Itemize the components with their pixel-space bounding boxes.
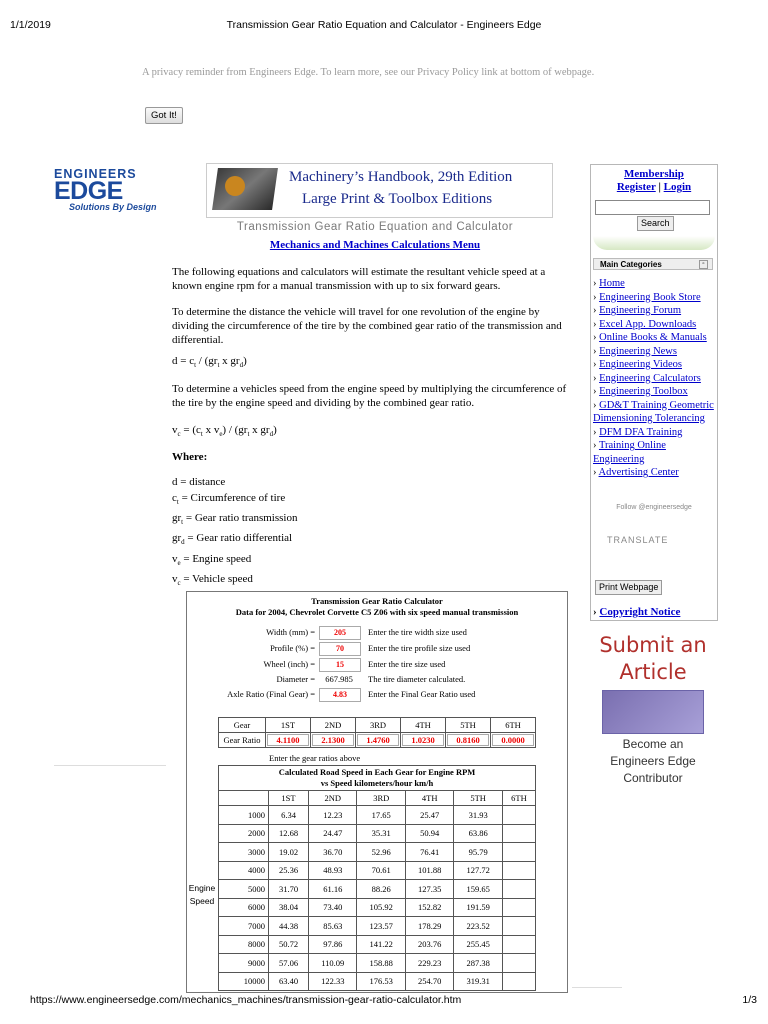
table-row [219,880,536,899]
gear-ratio-table [218,717,536,748]
table-row [219,766,536,791]
speed-table [218,765,536,991]
ad-line2: Article [619,660,687,684]
speed-cell: 127.72 [454,861,502,880]
list-item: › DFM DFA Training [593,426,683,438]
table-row [219,843,536,862]
profile-input[interactable]: 70 [319,642,361,656]
search-button[interactable]: Search [637,216,674,231]
list-item: › Engineering Videos [593,359,682,370]
diameter-label: Diameter = [276,674,315,684]
speed-cell: 88.26 [357,880,405,899]
wheel-input[interactable]: 15 [319,658,361,672]
gear-ratio-input-4th[interactable]: 1.0230 [402,734,444,746]
speed-cell: 6.34 [269,806,309,825]
definition-d: d = distance [172,476,226,488]
gear-ratio-calculator [186,591,568,993]
rpm-cell: 2000 [219,824,269,843]
speed-cell: 36.70 [309,843,357,862]
intro-paragraph: The following equations and calculators will estimate the resultant vehicle speed at a known engine rpm for a manual transmission with up to six forward gears. [172,266,546,292]
axle-ratio-input[interactable]: 4.83 [319,688,361,702]
list-item: › Engineering News [593,345,677,357]
diameter-hint: The tire diameter calculated. [368,674,466,684]
calculator-title: Transmission Gear Ratio Calculator Data for 2004, Chevrolet Corvette C5 Z06 with six speed manual transmission [235,596,519,617]
definition-grd: $gr_d$ = Gear ratio differential [172,532,293,547]
width-label: Width (mm) = [266,627,315,637]
rpm-cell: 8000 [219,935,269,954]
table-row [219,824,536,843]
print-url: https://www.engineersedge.com/mechanics_machines/transmission-gear-ratio-calculator.htm [30,994,462,1006]
rpm-cell: 1000 [219,806,269,825]
speed-cell: 319.31 [454,972,502,991]
list-item: › Excel App. Downloads [593,318,697,330]
gear-ratio-input-6th[interactable]: 0.0000 [492,734,534,746]
gear-ratio-input-2nd[interactable]: 2.1300 [312,734,354,746]
speed-cell: 44.38 [269,917,309,936]
ad-line4: Engineers Edge [610,754,696,768]
speed-cell: 12.23 [309,806,357,825]
copyright-notice: › Copyright Notice [593,606,681,618]
definition-grt: $gr_t$ = Gear ratio transmission [172,512,298,527]
speed-cell: 73.40 [309,898,357,917]
rpm-cell: 7000 [219,917,269,936]
list-item: › Engineering Forum [593,305,682,316]
speed-cell: 57.06 [269,954,309,973]
logo-tagline: Solutions By Design [69,202,157,212]
logo-line1: ENGINEERS [54,167,137,181]
speed-cell: 50.72 [269,935,309,954]
logo-line2: EDGE [54,177,123,205]
category-list [593,277,717,480]
speed-cell: 255.45 [454,935,502,954]
speed-cell: 254.70 [405,972,453,991]
speed-cell: 123.57 [357,917,405,936]
speed-cell: 52.96 [357,843,405,862]
axle-ratio-hint: Enter the Final Gear Ratio used [368,689,476,699]
table-row: Gear 1ST 2ND 3RD 4TH 5TH 6TH [219,718,536,733]
table-row: 1ST 2ND 3RD 4TH 5TH 6TH [219,791,536,806]
distance-equation: $d = c_t / (gr_t$ x $gr_d$) [172,355,247,370]
table-row [219,861,536,880]
print-page-number: 1/3 [742,994,757,1006]
list-item: › GD&T Training Geometric Dimensioning Tolerancing [593,399,714,424]
profile-hint: Enter the tire profile size used [368,643,471,653]
speed-table-body [219,806,536,991]
ad-line3: Become an [622,737,684,751]
follow-twitter[interactable]: Follow @engineersedge [616,504,692,511]
list-item: › Engineering Book Store [593,291,701,303]
list-item: › Online Books & Manuals [593,332,707,343]
speed-cell [502,843,535,862]
speed-cell: 31.70 [269,880,309,899]
table-row [219,954,536,973]
definition-ve: $v_e$ = Engine speed [172,552,252,567]
print-header [0,0,768,30]
gear-ratio-input-5th[interactable]: 0.8160 [447,734,489,746]
axle-ratio-label: Axle Ratio (Final Gear) = [227,689,315,699]
profile-label: Profile (%) = [270,643,315,653]
sidebar [590,164,718,621]
distance-paragraph: To determine the distance the vehicle will travel for one revolution of the engine by dividing the circumference of the tire by the combined gear ratio of the transmission and differential. [172,306,562,346]
gear-ratio-input-1st[interactable]: 4.1100 [267,734,309,746]
page-title: Transmission Gear Ratio Equation and Calculator [236,221,514,233]
book-icon [212,168,278,210]
speed-cell: 203.76 [405,935,453,954]
divider [54,765,166,766]
speed-cell: 25.47 [405,806,453,825]
speed-cell [502,972,535,991]
collapse-icon[interactable]: ▫ [699,260,708,269]
speed-cell: 12.68 [269,824,309,843]
rpm-cell: 10000 [219,972,269,991]
rpm-cell: 4000 [219,861,269,880]
width-input[interactable]: 205 [319,626,361,640]
speed-cell: 152.82 [405,898,453,917]
privacy-notice: A privacy reminder from Engineers Edge. To learn more, see our Privacy Policy link at bottom of webpage. [142,67,595,78]
speed-cell: 287.38 [454,954,502,973]
gear-note: Enter the gear ratios above [269,753,361,763]
speed-cell: 50.94 [405,824,453,843]
speed-cell [502,954,535,973]
print-webpage-button[interactable]: Print Webpage [595,580,662,595]
speed-cell: 229.23 [405,954,453,973]
machinerys-handbook-banner[interactable] [206,163,553,218]
speed-cell [502,917,535,936]
definition-vc: $v_c$ = Vehicle speed [172,572,253,587]
width-hint: Enter the tire width size used [368,627,467,637]
submit-article-ad[interactable] [590,632,716,787]
rpm-cell: 6000 [219,898,269,917]
rpm-cell: 9000 [219,954,269,973]
ad-image [602,690,704,734]
gear-icon [225,176,245,196]
table-row [219,898,536,917]
speed-cell: 63.86 [454,824,502,843]
speed-cell: 105.92 [357,898,405,917]
rpm-cell: 3000 [219,843,269,862]
print-date: 1/1/2019 [10,19,51,31]
speed-cell [502,806,535,825]
table-row [219,917,536,936]
speed-cell: 24.47 [309,824,357,843]
speed-cell [502,898,535,917]
divider [572,987,622,988]
list-item: › Engineering Toolbox [593,386,688,397]
speed-cell: 110.09 [309,954,357,973]
wheel-label: Wheel (inch) = [263,659,315,669]
membership-link[interactable]: Membership [624,168,684,180]
speed-cell: 85.63 [309,917,357,936]
list-item: › Home [593,278,625,289]
main-categories-header: Main Categories ▫ [593,258,713,270]
speed-cell: 31.93 [454,806,502,825]
table-row [219,935,536,954]
diameter-value: 667.985 [325,674,353,684]
speed-cell [502,861,535,880]
list-item: › Engineering Calculators [593,372,701,384]
speed-cell: 25.36 [269,861,309,880]
speed-cell: 19.02 [269,843,309,862]
wheel-hint: Enter the tire size used [368,659,446,669]
copyright-link[interactable]: Copyright Notice [599,606,681,618]
definition-ct: $c_t$ = Circumference of tire [172,492,286,507]
speed-cell: 127.35 [405,880,453,899]
gear-ratio-input-3rd[interactable]: 1.4760 [357,734,399,746]
engine-speed-label: Engine Speed [188,883,216,906]
speed-cell: 97.86 [309,935,357,954]
speed-cell: 70.61 [357,861,405,880]
speed-cell: 95.79 [454,843,502,862]
list-item: › Advertising Center [593,467,679,478]
banner-line2: Large Print & Toolbox Editions [302,191,493,207]
speed-cell: 223.52 [454,917,502,936]
speed-cell: 76.41 [405,843,453,862]
search-input[interactable] [595,200,710,215]
list-item: › Training Online Engineering [593,440,666,465]
ad-line1: Submit an [599,633,707,657]
table-row [219,972,536,991]
speed-cell: 176.53 [357,972,405,991]
speed-cell: 61.16 [309,880,357,899]
speed-cell: 101.88 [405,861,453,880]
speed-cell [502,824,535,843]
speed-equation: $v_c = (c_t$ x $v_e) / (gr_t$ x $gr_d$) [172,424,277,439]
speed-cell: 158.88 [357,954,405,973]
translate-widget[interactable]: TRANSLATE [607,535,669,545]
rpm-cell: 5000 [219,880,269,899]
speed-cell [502,935,535,954]
speed-cell: 178.29 [405,917,453,936]
where-heading: Where: [172,451,208,463]
membership-block: Membership Register | Login [616,168,692,193]
speed-cell: 17.65 [357,806,405,825]
definitions-list [172,474,572,591]
print-title: Transmission Gear Ratio Equation and Calculator - Engineers Edge [226,19,542,31]
speed-cell: 159.65 [454,880,502,899]
table-row: Gear Ratio 4.1100 2.1300 1.4760 1.0230 0.8160 0.0000 [219,733,536,748]
mechanics-menu-link[interactable]: Mechanics and Machines Calculations Menu [269,239,481,251]
ad-line5: Contributor [623,771,683,785]
register-link[interactable]: Register [616,181,656,193]
speed-cell: 35.31 [357,824,405,843]
speed-table-title: Calculated Road Speed in Each Gear for Engine RPM vs Speed kilometers/hour km/h [219,766,536,791]
speed-paragraph: To determine a vehicles speed from the engine speed by multiplying the circumference of the tire by the engine speed and dividing by the combined gear ratio. [172,383,567,409]
speed-cell: 38.04 [269,898,309,917]
banner-line1: Machinery’s Handbook, 29th Edition [289,169,513,185]
speed-cell: 191.59 [454,898,502,917]
login-link[interactable]: Login [663,181,692,193]
speed-cell: 122.33 [309,972,357,991]
decorative-swoosh [593,236,715,250]
got-it-button[interactable]: Got It! [145,107,183,124]
table-row [219,806,536,825]
speed-cell: 48.93 [309,861,357,880]
speed-cell: 141.22 [357,935,405,954]
engineers-edge-logo[interactable] [54,167,174,215]
speed-cell: 63.40 [269,972,309,991]
speed-cell [502,880,535,899]
